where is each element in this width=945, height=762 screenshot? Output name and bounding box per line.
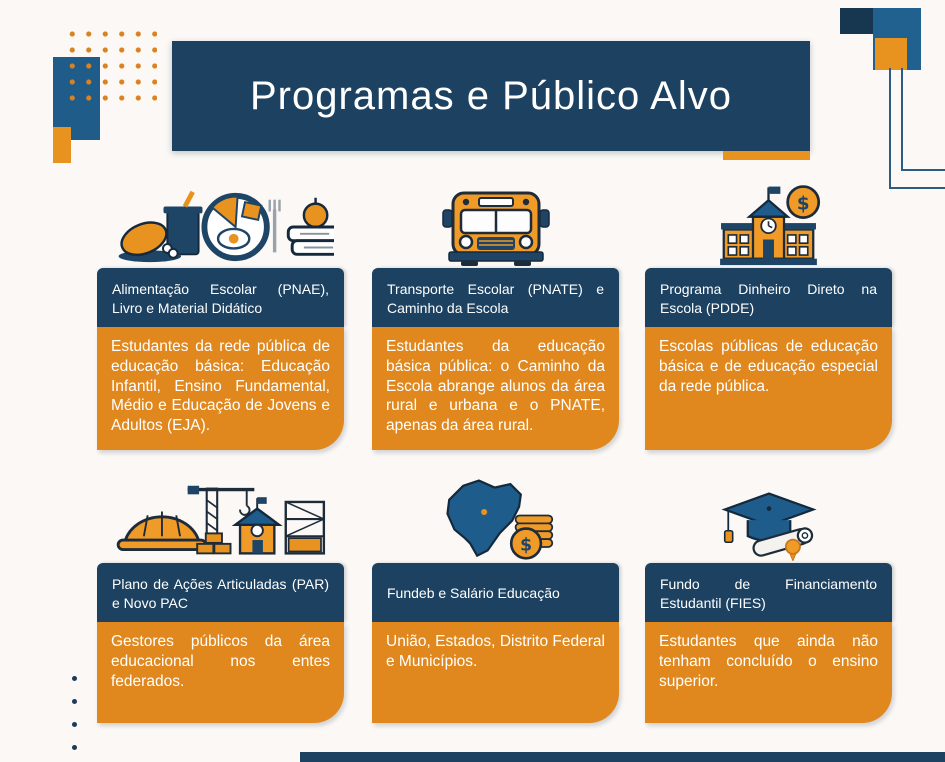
card-pdde bbox=[645, 182, 892, 450]
program-audience: Estudantes da educação básica pública: o Caminho da Escola abrange alunos da área rural e urbana e o PNATE, apenas da área rural. bbox=[372, 327, 619, 450]
top-right-navy-square bbox=[840, 8, 873, 34]
program-audience: União, Estados, Distrito Federal e Municípios. bbox=[372, 622, 619, 723]
svg-text:$: $ bbox=[519, 535, 533, 556]
program-title: Fundo de Financiamento Estudantil (FIES) bbox=[660, 576, 877, 611]
construction-icon bbox=[111, 481, 331, 561]
card-pnae bbox=[97, 182, 344, 450]
program-title: Programa Dinheiro Direto na Escola (PDDE) bbox=[660, 281, 877, 316]
top-left-orange-rectangle bbox=[53, 127, 71, 163]
title-banner bbox=[172, 41, 810, 151]
program-title-box bbox=[645, 563, 892, 622]
program-title: Fundeb e Salário Educação bbox=[387, 585, 560, 602]
program-title: Plano de Ações Articuladas (PAR) e Novo PAC bbox=[112, 576, 329, 611]
program-audience: Estudantes que ainda não tenham concluído o ensino superior. bbox=[645, 622, 892, 723]
program-title-box bbox=[97, 563, 344, 622]
program-audience: Escolas públicas de educação básica e de educação especial da rede pública. bbox=[645, 327, 892, 450]
card-fies bbox=[645, 477, 892, 723]
program-title-box bbox=[97, 268, 344, 327]
brazil-map-coins-icon bbox=[430, 477, 561, 561]
graduation-diploma-icon bbox=[707, 481, 831, 561]
program-title-box bbox=[372, 268, 619, 327]
program-title-box bbox=[372, 563, 619, 622]
program-title-box bbox=[645, 268, 892, 327]
school-bus-icon bbox=[440, 188, 552, 266]
svg-text:$: $ bbox=[796, 193, 810, 215]
bottom-navy-bar bbox=[300, 752, 945, 762]
meal-books-icon bbox=[108, 188, 334, 266]
card-pnate bbox=[372, 182, 619, 450]
school-money-icon bbox=[709, 182, 828, 266]
page-title: Programas e Público Alvo bbox=[249, 73, 732, 118]
banner-orange-accent bbox=[723, 151, 810, 160]
card-par bbox=[97, 477, 344, 723]
program-audience: Gestores públicos da área educacional nos entes federados. bbox=[97, 622, 344, 723]
program-title: Alimentação Escolar (PNAE), Livro e Material Didático bbox=[112, 281, 329, 316]
program-audience: Estudantes da rede pública de educação básica: Educação Infantil, Ensino Fundamental, Médio e Educação de Jovens e Adultos (EJA). bbox=[97, 327, 344, 450]
top-left-dot-grid bbox=[60, 22, 157, 101]
top-right-line-decor bbox=[880, 60, 945, 195]
card-fundeb bbox=[372, 477, 619, 723]
bottom-left-dot-column bbox=[72, 676, 78, 750]
program-title: Transporte Escolar (PNATE) e Caminho da Escola bbox=[387, 281, 604, 316]
